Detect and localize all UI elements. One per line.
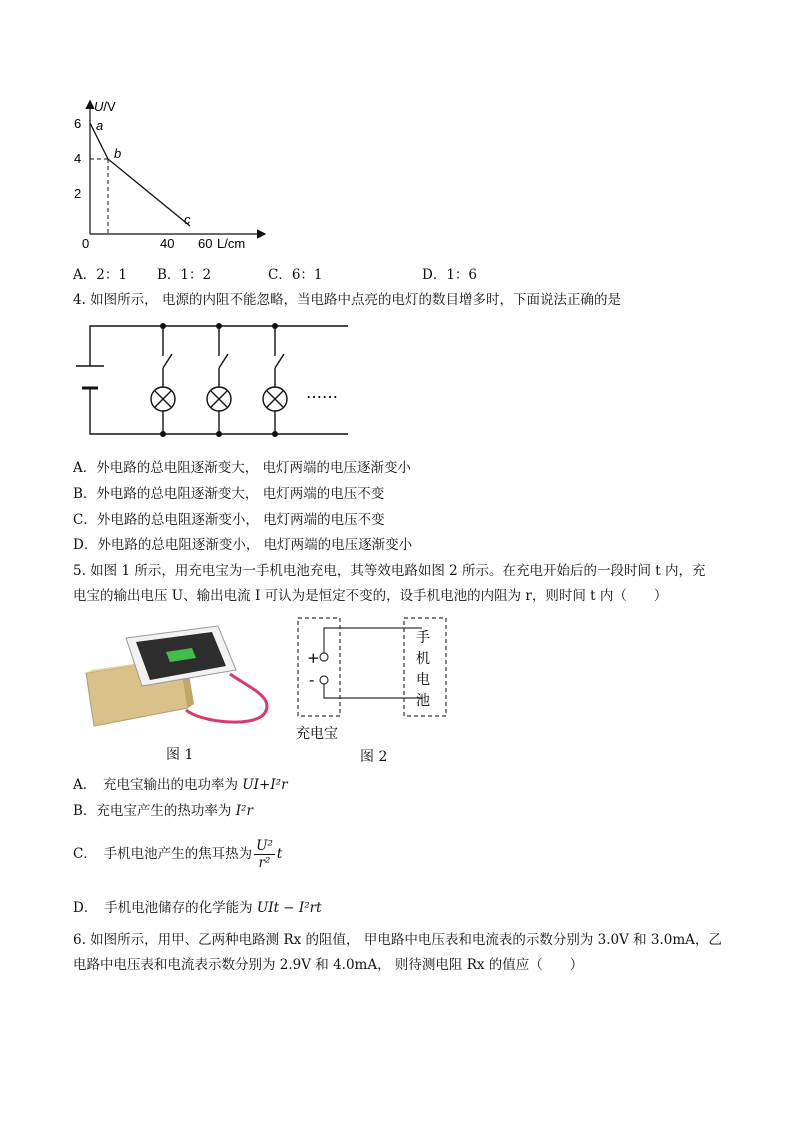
q5-option-c-text: C． 手机电池产生的焦耳热为 (73, 846, 253, 862)
q3-option-c[interactable]: C．6：1 (268, 267, 323, 283)
q5-option-c-tail: t (276, 846, 283, 862)
q4-stem: 4. 如图所示， 电源的内阻不能忽略，当电路中点亮的电灯的数目增多时，下面说法正确的是 (73, 292, 621, 308)
terminal-minus (320, 676, 328, 684)
y-tick-2: 2 (74, 186, 82, 201)
q3-option-b[interactable]: B．1：2 (157, 267, 212, 283)
q5-option-a-text: A． 充电宝输出的电功率为 (73, 777, 243, 793)
q5-stem-line-1: 5. 如图 1 所示，用充电宝为一手机电池充电，其等效电路如图 2 所示。在充电开始后的一段时间 t 内，充 (73, 563, 706, 579)
q4-circuit-diagram (70, 318, 360, 444)
y-axis-label: U/V (94, 99, 116, 114)
u-l-graph (68, 96, 268, 250)
phone-label-2: 机 (416, 651, 430, 667)
point-label-b: b (114, 146, 122, 161)
u-l-line (90, 123, 190, 226)
q5-option-d-text: D． 手机电池储存的化学能为 (73, 900, 257, 916)
x-tick-0: 0 (82, 236, 90, 250)
q4-option-c[interactable]: C．外电路的总电阻逐渐变小， 电灯两端的电压不变 (73, 512, 385, 528)
q5-option-b-text: B．充电宝产生的热功率为 (73, 803, 236, 819)
q3-option-a[interactable]: A．2：1 (73, 267, 127, 283)
power-bank-photo (80, 618, 276, 730)
plus-sign: + (307, 649, 320, 667)
fig1-caption: 图 1 (166, 747, 194, 763)
q5-option-a[interactable] (73, 776, 288, 794)
fraction-numerator: U² (256, 837, 273, 854)
phone-label-4: 池 (416, 693, 430, 709)
x-axis-label: L/cm (217, 236, 246, 250)
q5-option-c-fraction (254, 838, 275, 871)
q5-option-b[interactable] (73, 802, 253, 820)
point-label-a: a (96, 118, 104, 133)
fraction-denominator: r² (258, 854, 271, 871)
lamp-branch-1 (151, 323, 175, 437)
q4-option-b[interactable]: B．外电路的总电阻逐渐变大， 电灯两端的电压不变 (73, 486, 385, 502)
point-label-c: c (184, 212, 191, 227)
more-lamps-dots: …… (306, 383, 338, 402)
minus-sign: - (309, 671, 315, 689)
y-tick-6: 6 (74, 116, 82, 131)
q5-option-d-formula: UIt − I²rt (256, 900, 322, 916)
q5-option-a-formula: UI+I²r (242, 777, 288, 793)
q4-option-d[interactable]: D．外电路的总电阻逐渐变小， 电灯两端的电压逐渐变小 (73, 537, 413, 553)
y-tick-4: 4 (74, 151, 82, 166)
charger-dashed-box (298, 618, 340, 716)
q3-option-d[interactable]: D．1：6 (422, 267, 478, 283)
q5-option-b-formula: I²r (235, 803, 253, 819)
q6-stem-line-2: 电路中电压表和电流表示数分别为 2.9V 和 4.0mA， 则待测电阻 Rx 的值应（ ） (73, 957, 584, 973)
fig2-caption: 图 2 (360, 749, 388, 765)
q4-option-a[interactable]: A．外电路的总电阻逐渐变大， 电灯两端的电压逐渐变小 (73, 460, 412, 476)
phone-label-3: 电 (416, 672, 430, 688)
lamp-branch-2 (207, 323, 231, 437)
charging-circuit-diagram (294, 614, 458, 744)
q5-option-d[interactable] (73, 899, 322, 917)
x-tick-60: 60 (198, 236, 213, 250)
charger-label: 充电宝 (296, 726, 338, 742)
lamp-branch-3 (263, 323, 287, 437)
q6-stem-line-1: 6. 如图所示，用甲、乙两种电路测 Rx 的阻值， 甲电路中电压表和电流表的示数分别为 3.0V 和 3.0mA，乙 (73, 932, 722, 948)
q5-option-c[interactable] (73, 834, 282, 874)
phone-label-1: 手 (416, 630, 430, 646)
q5-stem-line-2: 电宝的输出电压 U、输出电流 I 可认为是恒定不变的，设手机电池的内阻为 r，则时间 t 内（ ） (73, 588, 668, 604)
terminal-plus (320, 653, 328, 661)
x-tick-40: 40 (160, 236, 175, 250)
